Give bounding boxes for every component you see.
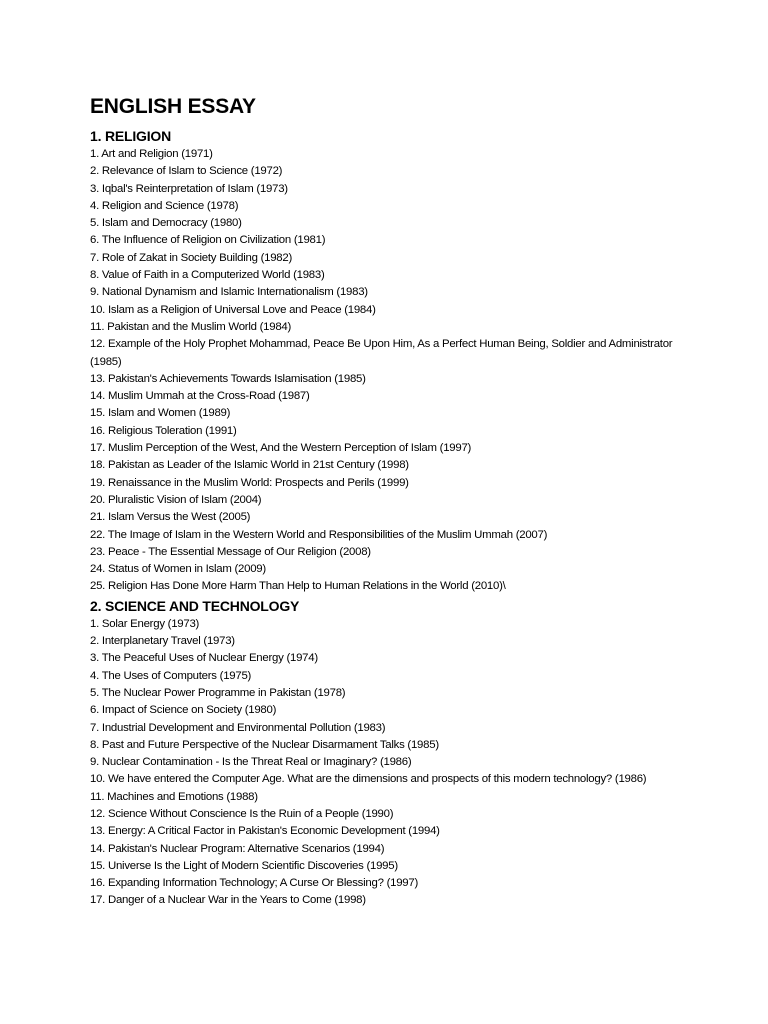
- list-item: 18. Pakistan as Leader of the Islamic World in 21st Century (1998): [90, 459, 409, 472]
- list-item: 8. Value of Faith in a Computerized World (1983): [90, 269, 325, 282]
- list-item: 13. Pakistan's Achievements Towards Islamisation (1985): [90, 372, 366, 385]
- list-item: 8. Past and Future Perspective of the Nuclear Disarmament Talks (1985): [90, 738, 439, 751]
- list-item: 6. Impact of Science on Society (1980): [90, 704, 277, 717]
- list-item: 14. Pakistan's Nuclear Program: Alternative Scenarios (1994): [90, 842, 385, 855]
- list-item: 14. Muslim Ummah at the Cross-Road (1987): [90, 390, 310, 403]
- list-item: 7. Role of Zakat in Society Building (1982): [90, 251, 292, 264]
- list-item: 2. Interplanetary Travel (1973): [90, 635, 235, 648]
- list-item: 3. Iqbal's Reinterpretation of Islam (1973): [90, 182, 288, 195]
- list-item: 23. Peace - The Essential Message of Our Religion (2008): [90, 545, 371, 558]
- list-item: 1. Solar Energy (1973): [90, 617, 200, 630]
- list-item: 1. Art and Religion (1971): [90, 148, 213, 160]
- list-item: 9. National Dynamism and Islamic Internationalism (1983): [90, 286, 368, 299]
- list-item: 22. The Image of Islam in the Western World and Responsibilities of the Muslim Ummah (2007): [90, 528, 548, 541]
- list-item: 12. Example of the Holy Prophet Mohammad, Peace Be Upon Him, As a Perfect Human Being, Soldier and Administrator (1985): [90, 338, 673, 368]
- list-item: 17. Danger of a Nuclear War in the Years to Come (1998): [90, 894, 366, 907]
- list-item: 15. Islam and Women (1989): [90, 407, 231, 420]
- list-item: 24. Status of Women in Islam (2009): [90, 563, 266, 576]
- list-item: 3. The Peaceful Uses of Nuclear Energy (1974): [90, 652, 318, 665]
- section-science-and-technology: [90, 596, 690, 910]
- section-heading: 1. RELIGION: [90, 128, 172, 144]
- document-page: [90, 93, 690, 910]
- document-title: ENGLISH ESSAY: [90, 95, 256, 118]
- list-item: 10. We have entered the Computer Age. What are the dimensions and prospects of this modern technology? (1986): [90, 773, 647, 786]
- list-item: 11. Machines and Emotions (1988): [90, 790, 258, 803]
- list-item: 5. The Nuclear Power Programme in Pakistan (1978): [90, 686, 346, 699]
- list-item: 9. Nuclear Contamination - Is the Threat Real or Imaginary? (1986): [90, 756, 412, 769]
- essay-list: [90, 146, 690, 596]
- list-item: 20. Pluralistic Vision of Islam (2004): [90, 493, 262, 506]
- list-item: 25. Religion Has Done More Harm Than Help to Human Relations in the World (2010)\: [90, 580, 506, 593]
- list-item: 11. Pakistan and the Muslim World (1984): [90, 320, 292, 333]
- list-item: 16. Expanding Information Technology; A Curse Or Blessing? (1997): [90, 877, 418, 890]
- list-item: 19. Renaissance in the Muslim World: Prospects and Perils (1999): [90, 476, 409, 489]
- list-item: 16. Religious Toleration (1991): [90, 424, 237, 437]
- section-heading: 2. SCIENCE AND TECHNOLOGY: [90, 597, 300, 614]
- essay-list: [90, 616, 690, 910]
- list-item: 6. The Influence of Religion on Civilization (1981): [90, 234, 326, 247]
- list-item: 2. Relevance of Islam to Science (1972): [90, 165, 283, 178]
- list-item: 17. Muslim Perception of the West, And the Western Perception of Islam (1997): [90, 442, 472, 455]
- list-item: 7. Industrial Development and Environmental Pollution (1983): [90, 721, 386, 734]
- section-religion: [90, 126, 690, 596]
- list-item: 21. Islam Versus the West (2005): [90, 511, 251, 524]
- list-item: 15. Universe Is the Light of Modern Scientific Discoveries (1995): [90, 859, 398, 872]
- list-item: 13. Energy: A Critical Factor in Pakistan's Economic Development (1994): [90, 825, 440, 838]
- list-item: 12. Science Without Conscience Is the Ruin of a People (1990): [90, 807, 394, 820]
- list-item: 10. Islam as a Religion of Universal Love and Peace (1984): [90, 303, 376, 316]
- list-item: 4. Religion and Science (1978): [90, 199, 239, 212]
- list-item: 4. The Uses of Computers (1975): [90, 669, 252, 682]
- list-item: 5. Islam and Democracy (1980): [90, 217, 242, 230]
